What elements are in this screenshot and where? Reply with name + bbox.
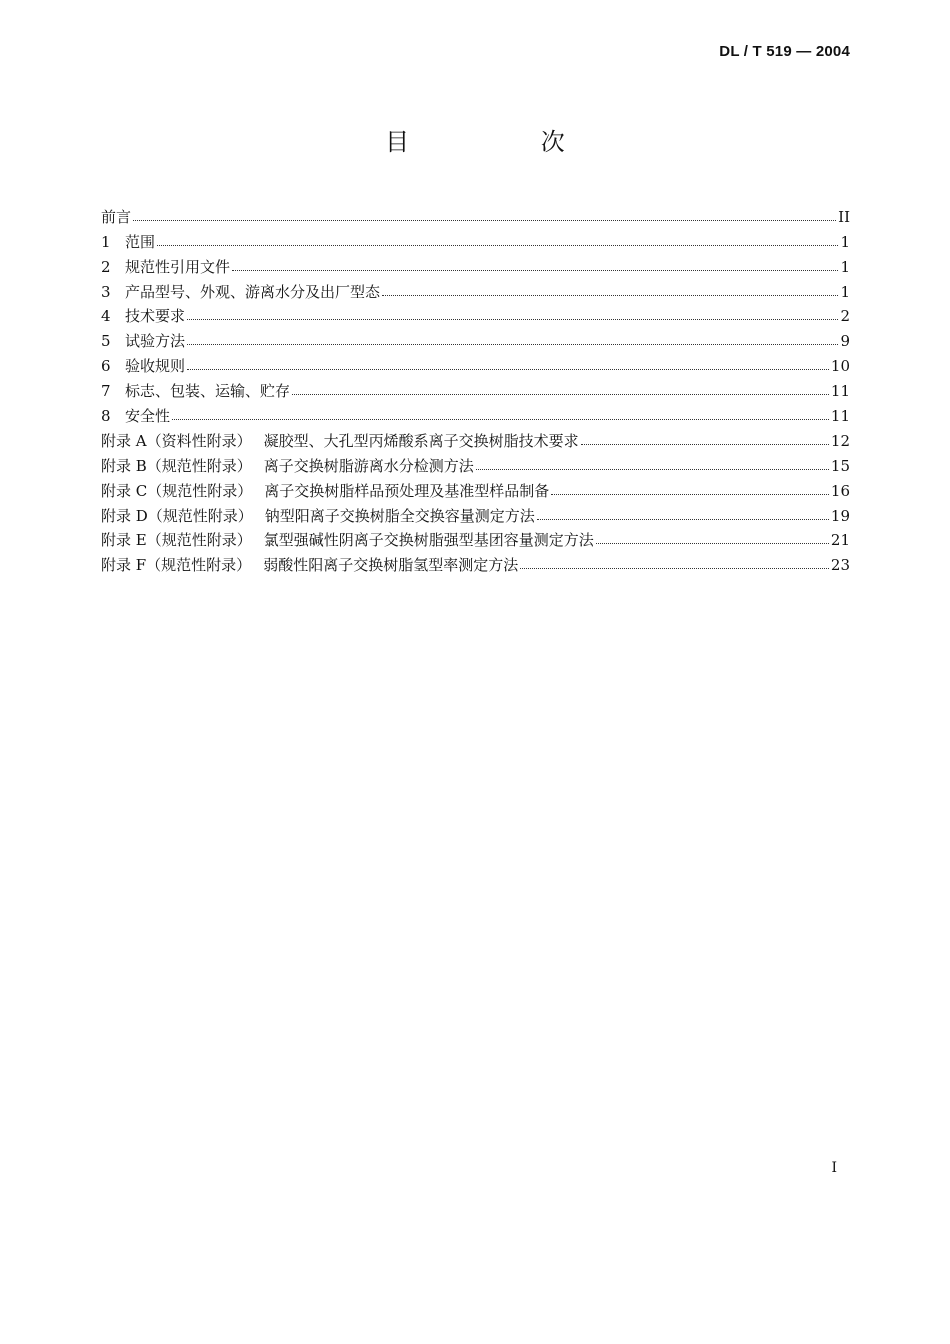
annex-title: 凝胶型、大孔型丙烯酸系离子交换树脂技术要求 bbox=[263, 431, 579, 450]
toc-entry-2[interactable] bbox=[101, 251, 850, 276]
annex-title: 弱酸性阳离子交换树脂氢型率测定方法 bbox=[263, 556, 519, 575]
toc-entry-page: 9 bbox=[840, 332, 850, 351]
toc-leader bbox=[187, 344, 838, 345]
toc-entry-number: 5 bbox=[101, 332, 111, 351]
toc-entry-label: 产品型号、外观、游离水分及出厂型态 bbox=[125, 282, 381, 301]
toc-entry-label: 范围 bbox=[125, 232, 156, 251]
toc-entry-foreword[interactable] bbox=[101, 201, 850, 226]
standard-code: DL / T 519 — 2004 bbox=[719, 43, 850, 60]
toc-entry-number: 8 bbox=[101, 407, 111, 426]
toc-annex-f[interactable] bbox=[101, 549, 850, 574]
toc-leader bbox=[476, 469, 829, 470]
page-number: I bbox=[831, 1160, 837, 1176]
toc-entry-label: 标志、包装、运输、贮存 bbox=[125, 382, 291, 401]
toc-leader bbox=[551, 494, 829, 495]
annex-title: 离子交换树脂样品预处理及基准型样品制备 bbox=[264, 481, 550, 500]
table-of-contents bbox=[101, 201, 850, 574]
toc-entry-page: 15 bbox=[830, 456, 850, 475]
toc-leader bbox=[172, 419, 829, 420]
toc-entry-page: II bbox=[838, 207, 850, 226]
annex-prefix: 附录 D（规范性附录） bbox=[101, 506, 253, 525]
annex-title: 离子交换树脂游离水分检测方法 bbox=[263, 456, 474, 475]
toc-entry-label: 试验方法 bbox=[125, 332, 186, 351]
toc-entry-page: 12 bbox=[830, 431, 850, 450]
toc-annex-a[interactable] bbox=[101, 425, 850, 450]
toc-entry-8[interactable] bbox=[101, 400, 850, 425]
toc-entry-5[interactable] bbox=[101, 325, 850, 350]
toc-entry-number: 7 bbox=[101, 382, 111, 401]
toc-entry-7[interactable] bbox=[101, 375, 850, 400]
toc-annex-c[interactable] bbox=[101, 475, 850, 500]
toc-leader bbox=[537, 519, 829, 520]
toc-entry-label: 验收规则 bbox=[125, 357, 186, 376]
annex-prefix: 附录 C（规范性附录） bbox=[101, 481, 253, 500]
annex-prefix: 附录 A（资料性附录） bbox=[101, 431, 252, 450]
toc-entry-page: 1 bbox=[840, 232, 850, 251]
toc-entry-1[interactable] bbox=[101, 226, 850, 251]
toc-leader bbox=[157, 245, 838, 246]
toc-entry-page: 11 bbox=[830, 407, 850, 426]
toc-leader bbox=[187, 369, 829, 370]
toc-entry-page: 2 bbox=[840, 307, 850, 326]
toc-entry-label: 前言 bbox=[101, 207, 132, 226]
toc-entry-label: 安全性 bbox=[125, 407, 171, 426]
toc-entry-page: 16 bbox=[830, 481, 850, 500]
annex-prefix: 附录 F（规范性附录） bbox=[101, 556, 252, 575]
toc-entry-number: 6 bbox=[101, 357, 111, 376]
toc-entry-label: 技术要求 bbox=[125, 307, 186, 326]
toc-leader bbox=[133, 220, 836, 221]
toc-entry-number: 3 bbox=[101, 282, 111, 301]
toc-entry-number: 4 bbox=[101, 307, 111, 326]
toc-entry-number: 2 bbox=[101, 257, 111, 276]
toc-leader bbox=[382, 295, 838, 296]
toc-entry-3[interactable] bbox=[101, 276, 850, 301]
toc-leader bbox=[292, 394, 829, 395]
toc-leader bbox=[596, 543, 829, 544]
toc-entry-page: 11 bbox=[830, 382, 850, 401]
toc-leader bbox=[520, 568, 829, 569]
annex-title: 氯型强碱性阴离子交换树脂强型基团容量测定方法 bbox=[263, 531, 594, 550]
annex-prefix: 附录 B（规范性附录） bbox=[101, 456, 252, 475]
annex-prefix: 附录 E（规范性附录） bbox=[101, 531, 252, 550]
toc-annex-b[interactable] bbox=[101, 450, 850, 475]
annex-title: 钠型阳离子交换树脂全交换容量测定方法 bbox=[264, 506, 535, 525]
toc-leader bbox=[581, 444, 829, 445]
page-title: 目 次 bbox=[385, 128, 627, 156]
toc-entry-label: 规范性引用文件 bbox=[125, 257, 231, 276]
toc-entry-page: 19 bbox=[830, 506, 850, 525]
toc-entry-number: 1 bbox=[101, 232, 111, 251]
toc-entry-page: 10 bbox=[830, 357, 850, 376]
toc-entry-page: 21 bbox=[830, 531, 850, 550]
toc-entry-page: 1 bbox=[840, 257, 850, 276]
toc-annex-e[interactable] bbox=[101, 525, 850, 550]
toc-entry-6[interactable] bbox=[101, 350, 850, 375]
toc-entry-page: 1 bbox=[840, 282, 850, 301]
toc-entry-page: 23 bbox=[830, 556, 850, 575]
toc-leader bbox=[232, 270, 838, 271]
toc-leader bbox=[187, 319, 838, 320]
toc-entry-4[interactable] bbox=[101, 301, 850, 326]
toc-annex-d[interactable] bbox=[101, 500, 850, 525]
